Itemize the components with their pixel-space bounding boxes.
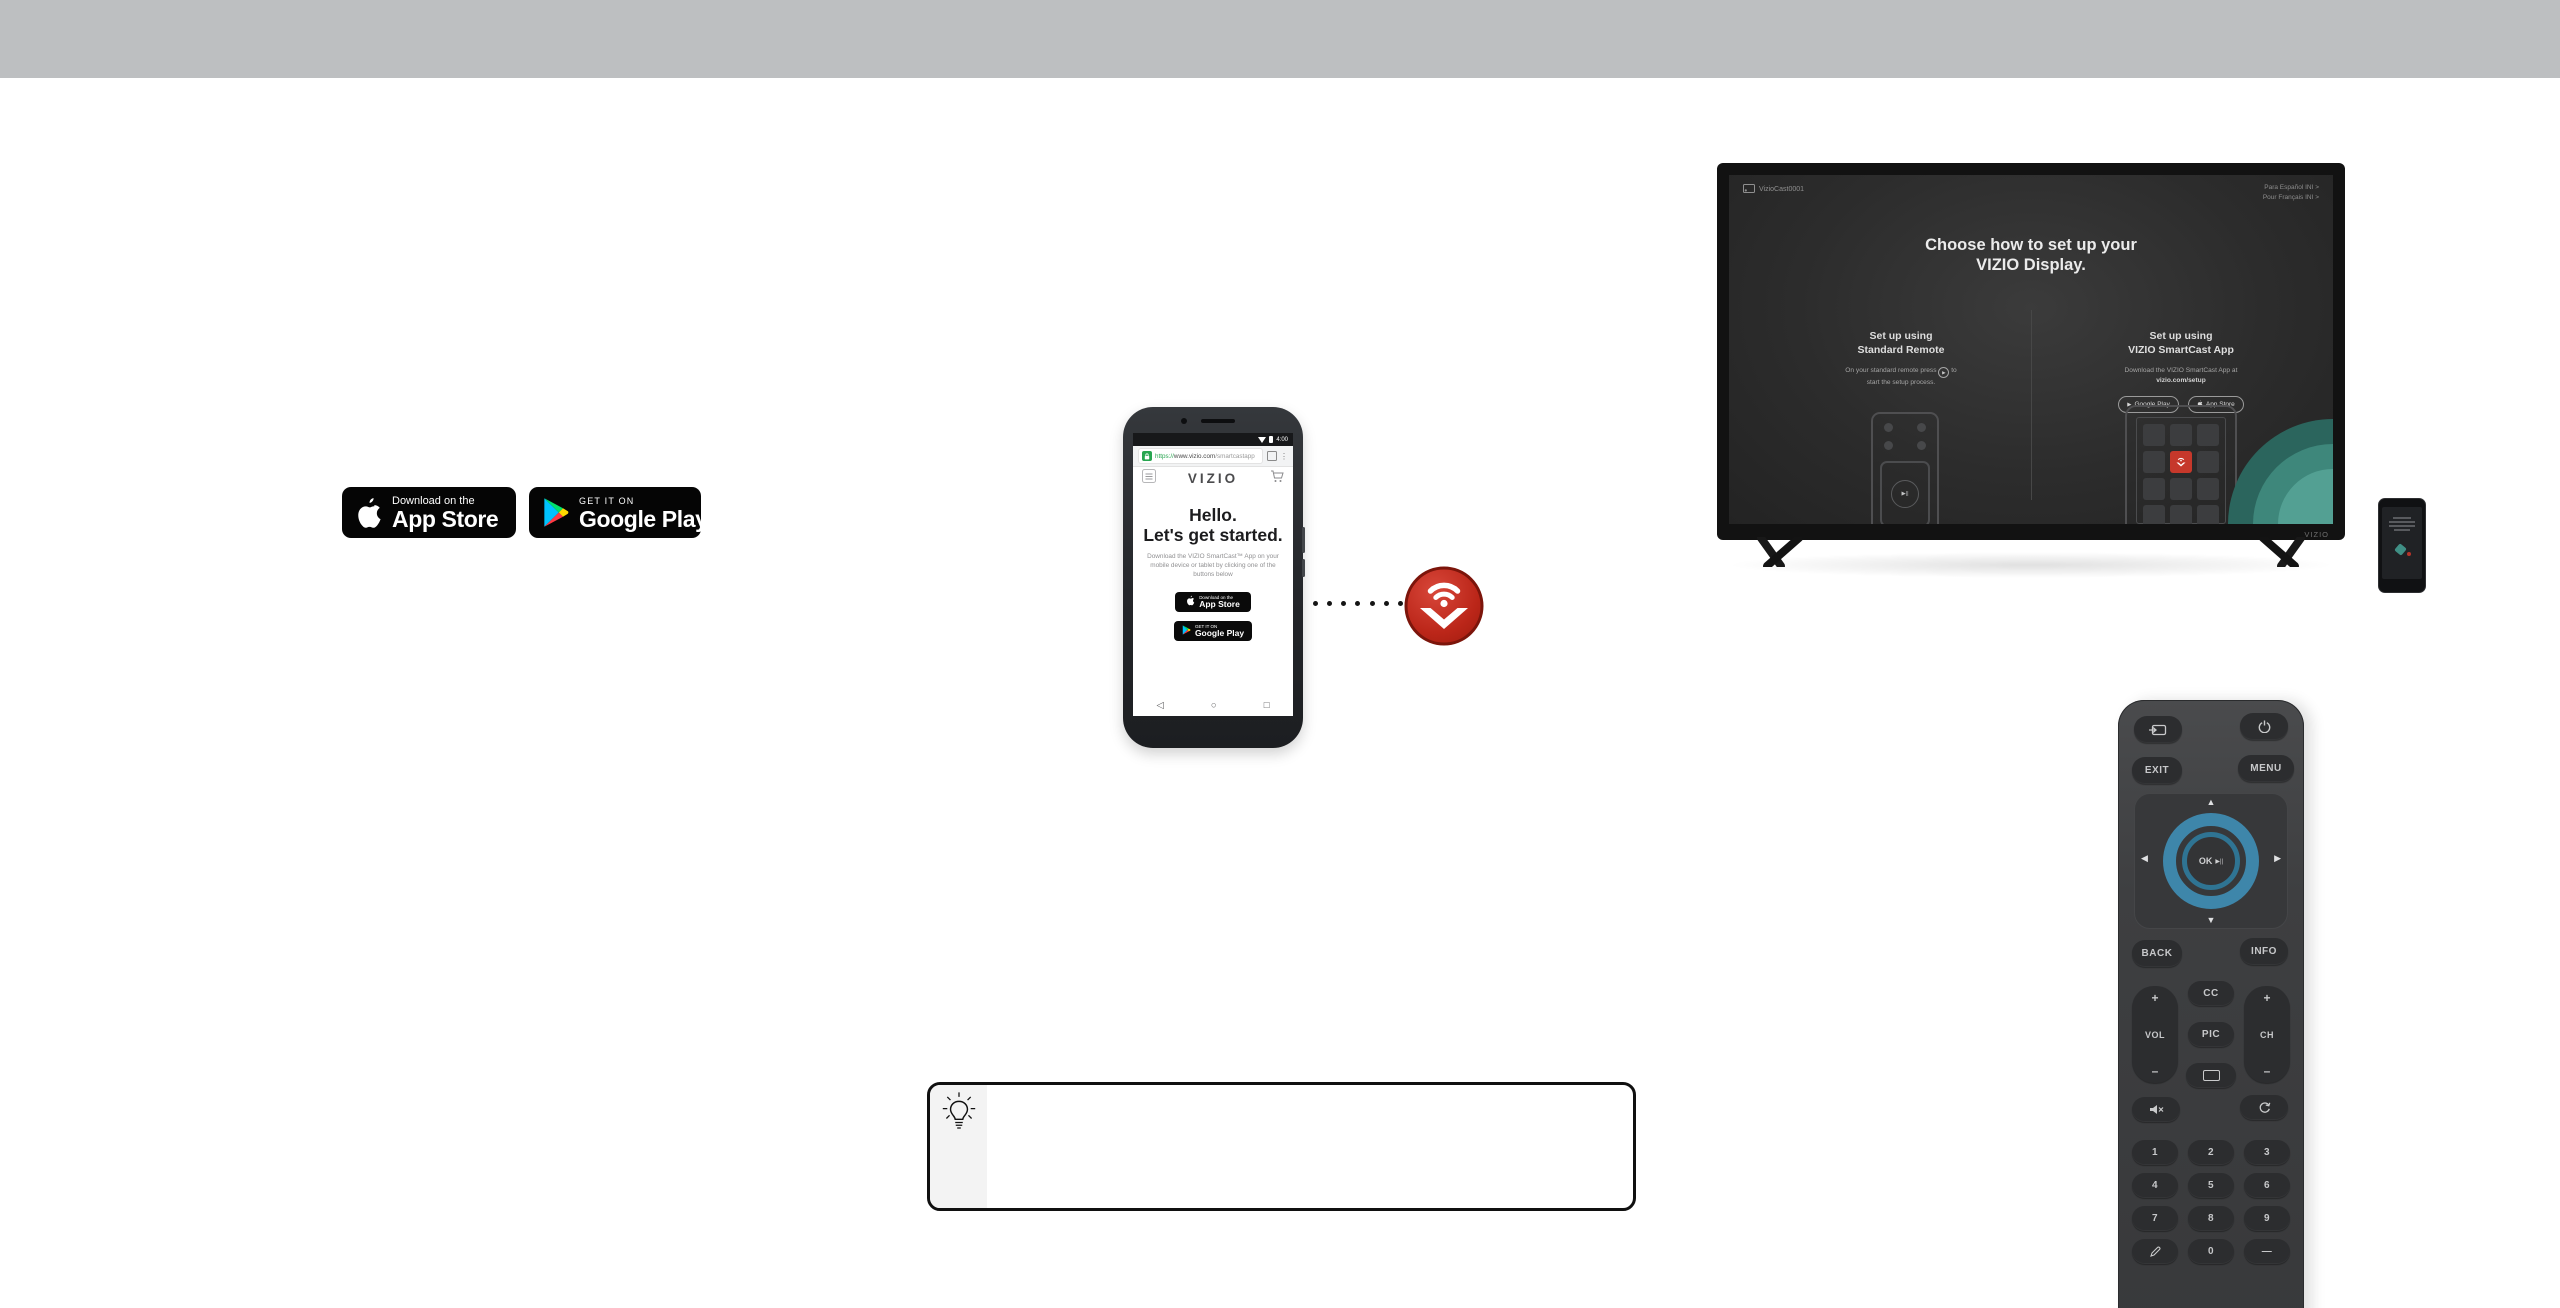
dpad-right-icon: ▶ [2274, 853, 2281, 863]
pencil-icon [2149, 1246, 2161, 1258]
tv-shadow [1725, 552, 2337, 578]
app-tile [2143, 478, 2165, 500]
tv-screen [1729, 175, 2333, 524]
badge-name: App Store [1199, 599, 1240, 609]
badge-name: Google Play [1194, 628, 1245, 638]
app-tile [2170, 478, 2192, 500]
remote-outline-illustration [1871, 412, 1939, 524]
companion-phone-screen [2382, 507, 2422, 579]
app-tile [2197, 505, 2219, 524]
google-play-pill: ▶ Google Play [2118, 396, 2179, 413]
mute-icon [2149, 1104, 2164, 1115]
dpad-down-icon: ▼ [2206, 915, 2216, 925]
digit-7-button: 7 [2132, 1206, 2178, 1231]
app-tile [2170, 424, 2192, 446]
dpad-left-icon: ◀ [2141, 853, 2148, 863]
kebab-menu-icon: ⋮ [1280, 451, 1288, 461]
app-tile [2197, 424, 2219, 446]
phone-app-store-badge [1175, 592, 1251, 612]
cc-button: CC [2188, 981, 2234, 1006]
dotted-connector [1313, 601, 1403, 606]
tv-left-foot [1745, 537, 1815, 572]
badge-tagline: Download on the [1199, 595, 1233, 600]
body-line1: Download the VIZIO SmartCast™ App on your [1147, 553, 1279, 560]
badge-tagline: GET IT ON [1194, 624, 1218, 629]
menu-button: MENU [2238, 755, 2294, 782]
pic-button: PIC [2188, 1022, 2234, 1047]
play-icon: ▶ [2127, 401, 2132, 408]
back-nav-icon: ◁ [1156, 699, 1164, 711]
browser-url-bar [1133, 446, 1293, 467]
top-gray-bar [0, 0, 2560, 78]
tv-bezel-logo: VIZIO [2304, 530, 2329, 539]
digit-8-button: 8 [2188, 1206, 2234, 1231]
dpad [2134, 793, 2288, 929]
tv-illustration [1717, 163, 2345, 540]
badge-name: App Store [392, 505, 499, 532]
device-name-row [1743, 184, 1804, 195]
cast-icon [1743, 184, 1755, 195]
back-button: BACK [2132, 940, 2182, 967]
teal-cursor-mark [2394, 543, 2407, 556]
android-nav-bar [1133, 694, 1293, 716]
app-tile [2170, 505, 2192, 524]
app-tile [2143, 451, 2165, 473]
url-path: /smartcastapp [1215, 452, 1255, 460]
lock-icon [1142, 451, 1152, 461]
digit-0-button: 0 [2188, 1239, 2234, 1264]
aspect-ratio-icon [2203, 1070, 2220, 1081]
play-circle-icon: ▶ [1938, 367, 1949, 378]
home-nav-icon: ○ [1210, 699, 1217, 711]
phone-outline-illustration [2125, 405, 2237, 524]
last-channel-button [2240, 1095, 2288, 1120]
companion-phone-illustration [2378, 498, 2426, 593]
channel-rocker: + CH – [2244, 986, 2290, 1083]
volume-rocker: + VOL – [2132, 986, 2178, 1083]
digit-5-button: 5 [2188, 1173, 2234, 1198]
hamburger-icon [1142, 469, 1156, 488]
loop-icon [2258, 1102, 2271, 1114]
recents-nav-icon: □ [1263, 699, 1270, 711]
google-play-icon [1182, 622, 1191, 640]
remote-dpad-outline [1880, 461, 1930, 524]
play-pause-icon: ▶|| [2215, 858, 2224, 865]
headline-line1: Hello. [1189, 505, 1237, 525]
tip-box [927, 1082, 1636, 1211]
wide-button [2186, 1063, 2236, 1088]
phone-status-bar [1133, 433, 1293, 446]
digit-1-button: 1 [2132, 1140, 2178, 1165]
tip-icon-strip [930, 1085, 987, 1208]
badge-name: Google Play [579, 505, 708, 532]
device-name: VizioCast0001 [1759, 186, 1805, 193]
ok-button: OK ▶|| [2198, 856, 2224, 866]
body-line2: mobile device or tablet by clicking one of the [1150, 562, 1276, 569]
wifi-status-icon [1258, 437, 1266, 443]
url-scheme: https:// [1155, 452, 1174, 460]
language-french: Pour Français INI > [2262, 193, 2319, 201]
url-field [1138, 448, 1263, 464]
app-store-badge[interactable] [342, 487, 516, 538]
phone-screen [1133, 433, 1293, 716]
app-tile [2197, 478, 2219, 500]
smartcast-app-icon [1404, 566, 1484, 646]
digit-6-button: 6 [2244, 1173, 2290, 1198]
language-links [2263, 183, 2319, 202]
input-button [2134, 716, 2182, 743]
lightbulb-icon [941, 1091, 977, 1142]
digit-9-button: 9 [2244, 1206, 2290, 1231]
badge-tagline: Download on the [392, 494, 475, 507]
phone-camera [1181, 418, 1187, 424]
dash-button: — [2244, 1239, 2290, 1264]
smartphone-illustration [1123, 407, 1303, 748]
app-tile [2143, 424, 2165, 446]
language-spanish: Para Español INI > [2264, 184, 2319, 191]
tabs-icon [1267, 451, 1277, 461]
column-divider [2031, 310, 2032, 500]
phone-power-button [1302, 527, 1305, 553]
tv-right-foot [2247, 537, 2317, 572]
site-header [1133, 467, 1293, 490]
google-play-icon [542, 497, 570, 528]
app-tile [2143, 505, 2165, 524]
red-dot-mark [2407, 552, 2411, 556]
note-button [2132, 1239, 2178, 1264]
phone-speaker [1201, 419, 1235, 423]
standard-remote-option: Set up using Standard Remote On your standard remote press ▶ to start the setup process. [1845, 330, 1957, 387]
vizio-logo: VIZIO [1187, 471, 1239, 486]
play-pause-icon: ▶|| [1891, 480, 1919, 508]
power-icon [2258, 720, 2271, 733]
smartcast-app-option: Set up using VIZIO SmartCast App Download the VIZIO SmartCast App at vizio.com/setup ▶ Google Play App Store [2066, 330, 2296, 413]
battery-icon [1269, 436, 1273, 443]
app-tile [2197, 451, 2219, 473]
remote-control-illustration [2118, 700, 2304, 1308]
exit-button: EXIT [2132, 757, 2182, 784]
digit-2-button: 2 [2188, 1140, 2234, 1165]
body-line3: buttons below [1193, 571, 1233, 578]
mute-button [2132, 1097, 2180, 1122]
info-button: INFO [2240, 938, 2288, 965]
digit-4-button: 4 [2132, 1173, 2178, 1198]
app-store-pill: App Store [2188, 396, 2244, 413]
digit-3-button: 3 [2244, 1140, 2290, 1165]
cart-icon [1270, 470, 1284, 488]
setup-title: Choose how to set up your VIZIO Display. [1925, 236, 2137, 274]
tip-content-area [987, 1085, 1633, 1208]
clock-text: 4:00 [1276, 436, 1288, 443]
google-play-badge[interactable] [529, 487, 708, 538]
apple-logo-icon [1186, 593, 1195, 611]
dpad-up-icon: ▲ [2206, 797, 2216, 807]
phone-google-play-badge [1174, 621, 1252, 641]
phone-volume-button [1302, 559, 1305, 577]
url-host: www.vizio.com [1173, 452, 1216, 460]
input-icon [2149, 724, 2167, 736]
smartcast-app-tile [2170, 451, 2192, 473]
apple-logo-icon [355, 496, 383, 530]
badge-tagline: GET IT ON [579, 495, 635, 506]
power-button [2240, 713, 2288, 740]
headline-line2: Let's get started. [1143, 525, 1283, 545]
